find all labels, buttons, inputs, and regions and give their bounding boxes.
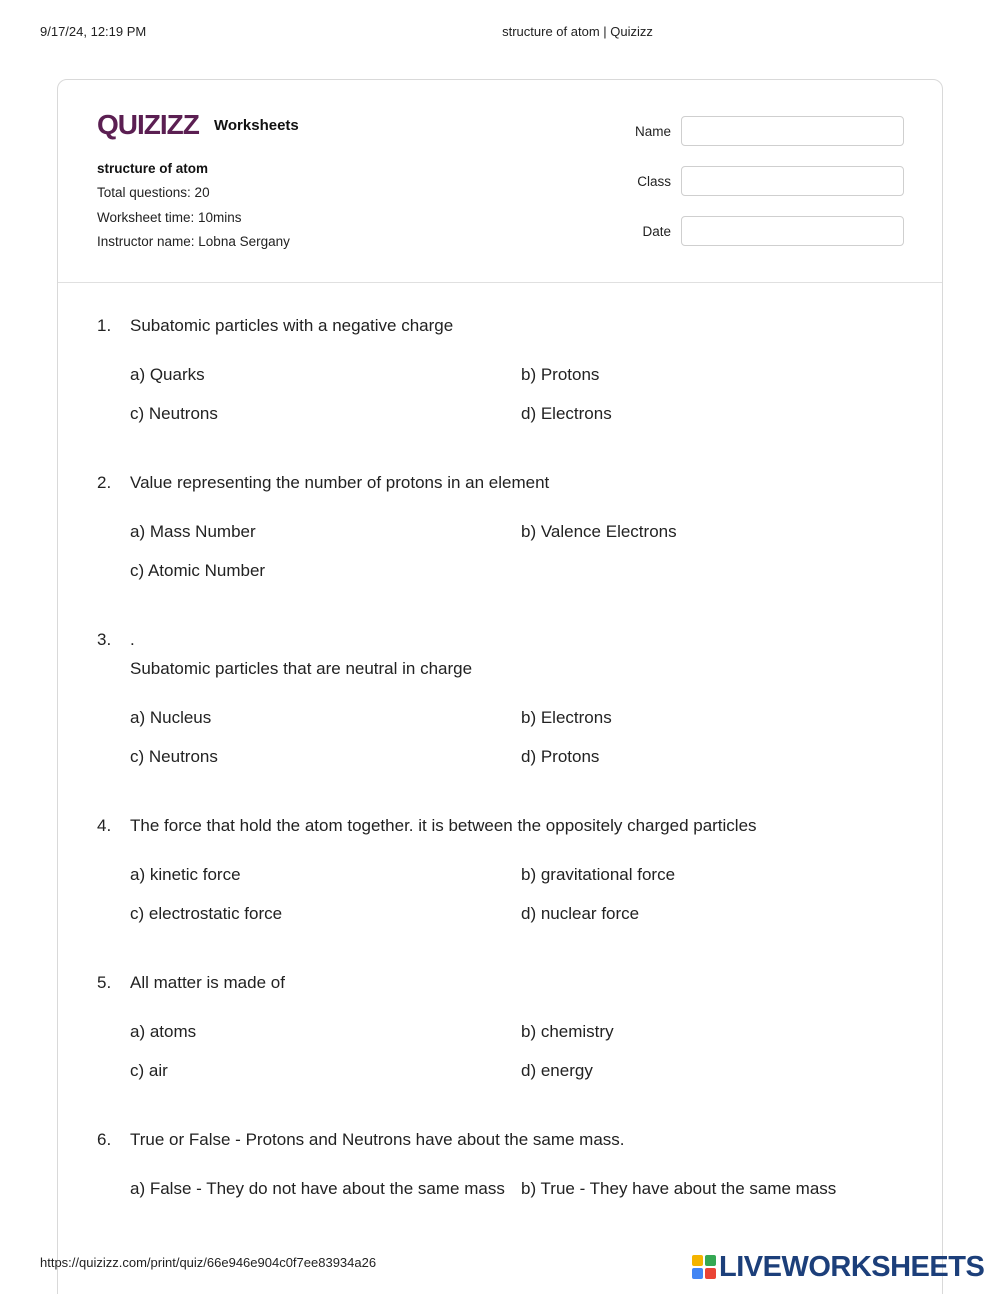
question-text: The force that hold the atom together. it is between the oppositely charged particles (130, 816, 757, 835)
option-d[interactable]: d) energy (521, 1061, 593, 1080)
liveworksheets-icon (692, 1255, 716, 1279)
question-text: True or False - Protons and Neutrons have about the same mass. (130, 1130, 625, 1149)
print-header (0, 24, 1000, 44)
question-number: 5. (97, 973, 112, 992)
option-a[interactable]: a) Mass Number (130, 522, 256, 541)
option-a[interactable]: a) Nucleus (130, 708, 212, 727)
total-questions: Total questions: 20 (97, 185, 210, 200)
question-number: 2. (97, 473, 112, 492)
option-c[interactable]: c) Neutrons (130, 747, 218, 766)
question-text: All matter is made of (130, 973, 285, 992)
name-field-row (618, 116, 904, 146)
option-c[interactable]: c) Atomic Number (130, 561, 266, 580)
class-input[interactable] (681, 166, 904, 196)
question-number: 4. (97, 816, 112, 835)
worksheet-title: structure of atom (97, 161, 209, 176)
option-a[interactable]: a) atoms (130, 1022, 197, 1041)
print-datetime: 9/17/24, 12:19 PM (40, 24, 147, 39)
footer-url: https://quizizz.com/print/quiz/66e946e904c0f7ee83934a26 (40, 1255, 377, 1270)
option-a[interactable]: a) False - They do not have about the same mass (130, 1179, 505, 1198)
option-b[interactable]: b) Protons (521, 365, 600, 384)
option-c[interactable]: c) air (130, 1061, 168, 1080)
option-d[interactable]: d) nuclear force (521, 904, 640, 923)
question-text: . (130, 630, 135, 649)
product-label: Worksheets (214, 117, 299, 134)
quizizz-logo-text: QUIZIZZ (97, 109, 199, 140)
option-b[interactable]: b) Valence Electrons (521, 522, 677, 541)
question-number: 1. (97, 316, 112, 335)
option-c[interactable]: c) electrostatic force (130, 904, 283, 923)
option-d[interactable]: d) Electrons (521, 404, 612, 423)
option-b[interactable]: b) Electrons (521, 708, 612, 727)
date-input[interactable] (681, 216, 904, 246)
brand-logo (97, 108, 299, 140)
option-b[interactable]: b) chemistry (521, 1022, 614, 1041)
question-number: 3. (97, 630, 112, 649)
liveworksheets-wordmark: LIVEWORKSHEETS (719, 1251, 985, 1283)
date-field-row (618, 216, 904, 246)
worksheet-time: Worksheet time: 10mins (97, 210, 242, 225)
question-text-line-2: Subatomic particles that are neutral in charge (130, 659, 473, 678)
option-c[interactable]: c) Neutrons (130, 404, 218, 423)
instructor-name: Instructor name: Lobna Sergany (97, 234, 290, 249)
worksheet-header (58, 80, 942, 283)
option-a[interactable]: a) Quarks (130, 365, 205, 384)
liveworksheets-logo (692, 1252, 984, 1282)
print-page-title: structure of atom | Quizizz (502, 24, 653, 39)
option-a[interactable]: a) kinetic force (130, 865, 241, 884)
class-label: Class (637, 174, 671, 189)
name-input[interactable] (681, 116, 904, 146)
question-text: Value representing the number of protons in an element (130, 473, 550, 492)
option-b[interactable]: b) gravitational force (521, 865, 676, 884)
worksheet-card (57, 79, 943, 1294)
question-text: Subatomic particles with a negative charge (130, 316, 454, 335)
date-label: Date (642, 224, 671, 239)
class-field-row (618, 166, 904, 196)
quizizz-logo-icon (97, 108, 207, 140)
name-label: Name (634, 124, 671, 139)
question-number: 6. (97, 1130, 112, 1149)
option-d[interactable]: d) Protons (521, 747, 600, 766)
option-b[interactable]: b) True - They have about the same mass (521, 1179, 837, 1198)
